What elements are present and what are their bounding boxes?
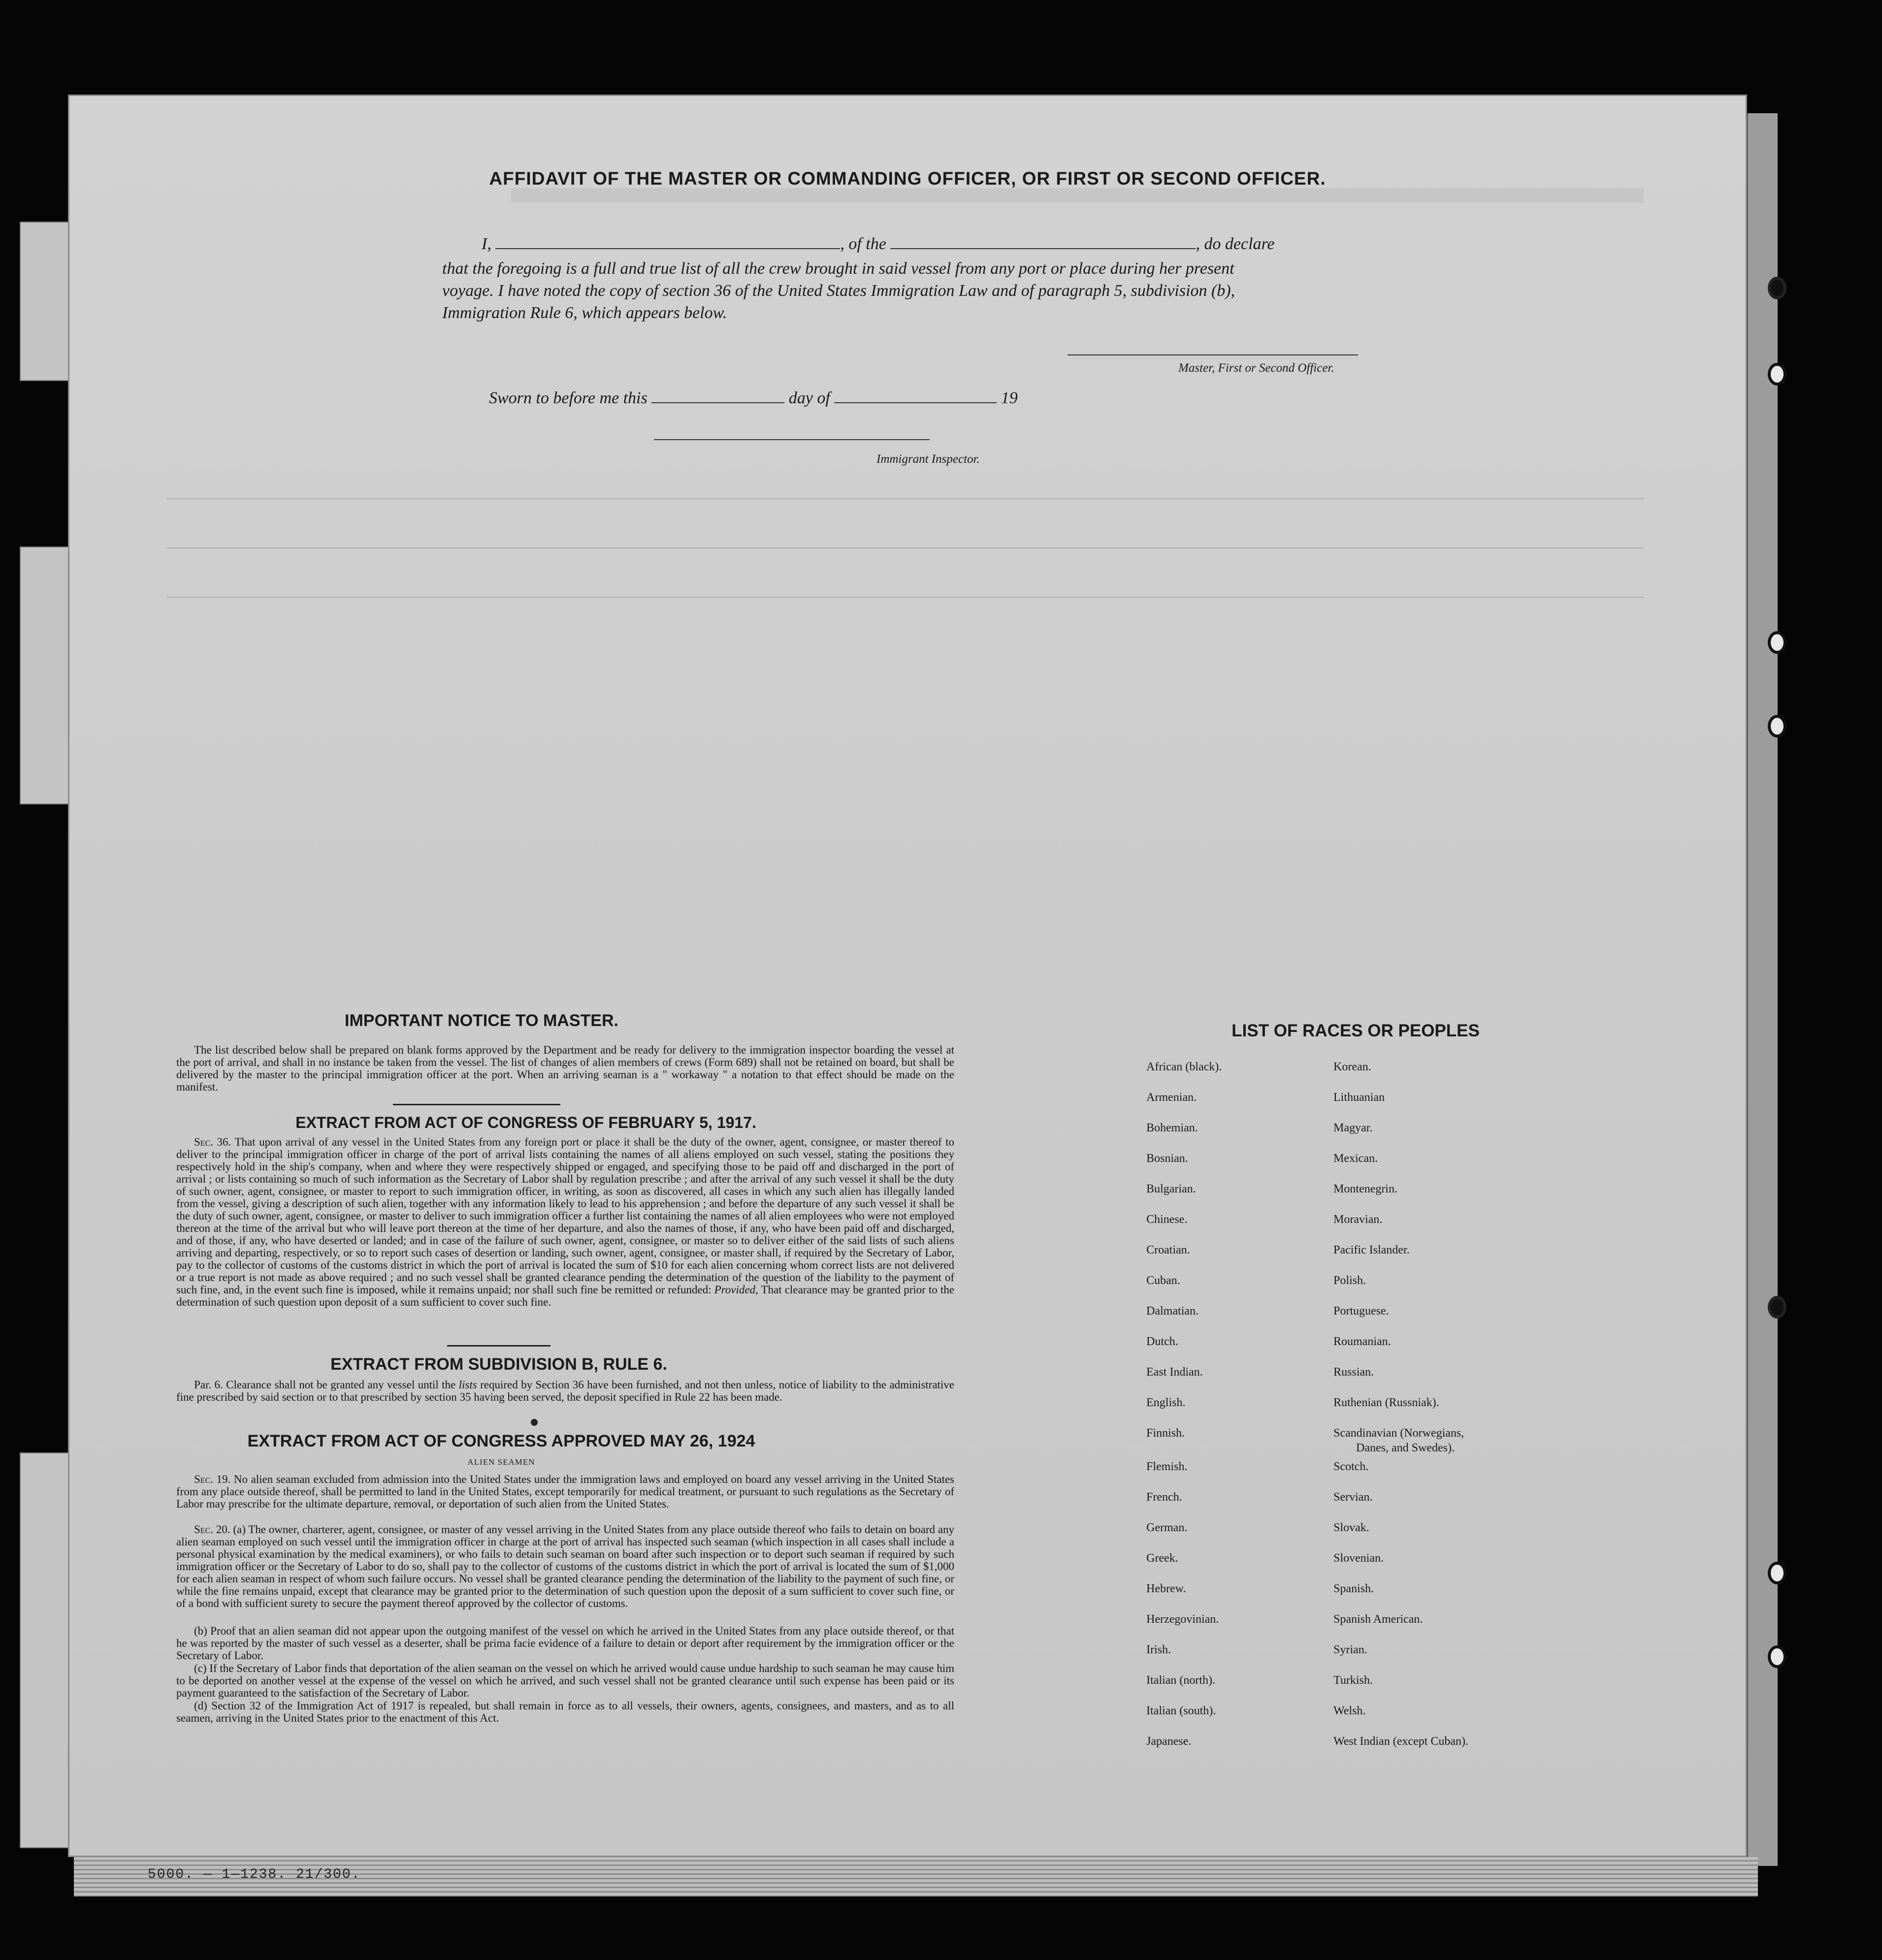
race-right: Danes, and Swedes). (1356, 1442, 1455, 1454)
race-right: Mexican. (1333, 1152, 1378, 1165)
affidavit-declaration-line (482, 235, 1275, 254)
extract-1924-title: EXTRACT FROM ACT OF CONGRESS APPROVED MAY 26, 1924 (247, 1432, 755, 1450)
race-right: Roumanian. (1333, 1335, 1391, 1348)
bleed-through (166, 597, 1644, 598)
notice-text: The list described below shall be prepared on blank forms approved by the Department and be ready for delivery to the immigration inspector boarding the vessel at the port of arrival, and shall in no instance be taken from the vessel. The list of changes of alien members of crews (Form 689) shall not be retained on board, but shall be delivered by the master to the principal immigration officer at the port. When an arriving seaman is a " workaway " a notation to that effect should be made on the manifest. (176, 1044, 954, 1093)
race-right: Russian. (1333, 1366, 1374, 1379)
bleed-through (166, 498, 1644, 499)
race-right: Polish. (1333, 1274, 1366, 1287)
section-divider (447, 1345, 551, 1347)
punch-hole (1768, 277, 1786, 299)
extract-rule6-title: EXTRACT FROM SUBDIVISION B, RULE 6. (330, 1355, 667, 1374)
race-left: Flemish. (1146, 1460, 1188, 1473)
sec-20b-paragraph: (b) Proof that an alien seaman did not appear upon the outgoing manifest of the vessel on which he arrived in the United States from any place outside thereof, or that he was reported by the master of such vessel as a deserter, shall be prima facie evidence of a failure to detain or deport after requirement by the immigration officer or the Secretary of Labor. (176, 1625, 954, 1662)
vessel-name-blank[interactable] (890, 248, 1196, 249)
declare-i: I, (482, 235, 491, 253)
race-right: Spanish American. (1333, 1613, 1423, 1626)
race-left: Chinese. (1146, 1213, 1188, 1226)
binding-tab (20, 222, 71, 381)
sec-20a-text: (a) The owner, charterer, agent, consignee, or master of any vessel arriving in the United States from any place outside thereof who fails to detain on board any alien seaman employed on such vessel until the immigration officer in charge at the port of arrival has inspected such seaman (which inspection in all cases shall include a personal physical examination by the medical examiners), or who fails to detain such seaman on board after such inspection or to deport such seaman if required by such immigration officer or the Secretary of Labor to do so, shall pay to the collector of customs of the customs district in which the port of arrival is located the sum of $1,000 for each alien seaman in respect of whom such failure occurs. No vessel shall be granted clearance pending the determination of the liability to the payment of such fine, or while the fine remains unpaid, except that clearance may be granted prior to the determination of such question upon the deposit of a sum sufficient to cover such fine, or of a bond with sufficient surety to secure the payment thereof approved by the collector of customs. (176, 1523, 954, 1609)
race-left: Armenian. (1146, 1091, 1197, 1104)
race-right: Welsh. (1333, 1704, 1366, 1717)
race-left: Finnish. (1146, 1427, 1185, 1440)
race-left: Bohemian. (1146, 1122, 1198, 1134)
race-right: Lithuanian (1333, 1091, 1385, 1104)
race-left: Hebrew. (1146, 1582, 1186, 1595)
race-left: Dalmatian. (1146, 1305, 1199, 1317)
sec-19-label: Sec. 19. (194, 1473, 231, 1485)
notice-title: IMPORTANT NOTICE TO MASTER. (345, 1011, 618, 1030)
race-left: East Indian. (1146, 1366, 1203, 1379)
race-right: Magyar. (1333, 1122, 1373, 1134)
provided-word: Provided, (714, 1284, 758, 1296)
punch-hole (1768, 363, 1786, 386)
rule6-lists-word: lists (458, 1379, 477, 1391)
race-right: Portuguese. (1333, 1305, 1389, 1317)
inspector-signature-line[interactable] (654, 439, 930, 440)
extract-rule6-text (176, 1379, 954, 1403)
race-left: French. (1146, 1491, 1182, 1504)
sworn-month-blank[interactable] (834, 402, 997, 403)
race-left: Italian (north). (1146, 1674, 1215, 1687)
extract-1924-subtitle: ALIEN SEAMEN (467, 1457, 535, 1467)
sworn-text: Sworn to before me this (489, 389, 648, 407)
document-page (68, 95, 1747, 1857)
punch-hole (1768, 1562, 1786, 1584)
sworn-year: 19 (1001, 389, 1018, 407)
declare-do-declare: , do declare (1196, 235, 1275, 253)
race-left: Dutch. (1146, 1335, 1178, 1348)
race-right: Moravian. (1333, 1213, 1383, 1226)
race-right: West Indian (except Cuban). (1333, 1735, 1468, 1748)
rule6-text-b: required by Section 36 have been furnished, and not then unless, notice of liability to the administrative fine prescribed by said section or to that prescribed by section 35 having been served, the deposit specified in Rule 22 has been made. (176, 1379, 955, 1403)
race-left: English. (1146, 1396, 1186, 1409)
bleed-through (511, 188, 1644, 203)
extract-1917-title: EXTRACT FROM ACT OF CONGRESS OF FEBRUARY 5, 1917. (295, 1114, 756, 1131)
race-left: German. (1146, 1521, 1188, 1534)
print-code: 5000. — 1—1238. 21/300. (148, 1867, 361, 1882)
race-left: Italian (south). (1146, 1704, 1216, 1717)
binding-tab (20, 546, 71, 804)
affidavit-title: AFFIDAVIT OF THE MASTER OR COMMANDING OFFICER, OR FIRST OR SECOND OFFICER. (489, 168, 1326, 189)
rule6-text-a: Par. 6. Clearance shall not be granted any vessel until the (194, 1379, 456, 1391)
inspector-caption: Immigrant Inspector. (876, 452, 980, 466)
race-right: Turkish. (1333, 1674, 1373, 1687)
race-right: Servian. (1333, 1491, 1373, 1504)
race-left: Bulgarian. (1146, 1183, 1196, 1195)
race-right: Spanish. (1333, 1582, 1374, 1595)
race-left: African (black). (1146, 1060, 1222, 1073)
race-right: Syrian. (1333, 1643, 1367, 1656)
punch-hole (1768, 715, 1786, 738)
race-right: Pacific Islander. (1333, 1244, 1410, 1256)
section-divider (393, 1104, 560, 1105)
sec-20d-paragraph: (d) Section 32 of the Immigration Act of 1917 is repealed, but shall remain in force as to all vessels, their owners, agents, consignees, and masters, and as to all seamen, arriving in the United States prior to the enactment of this Act. (176, 1700, 954, 1724)
sworn-day-blank[interactable] (651, 402, 784, 403)
officer-name-blank[interactable] (495, 248, 840, 249)
declare-of-the: , of the (840, 235, 886, 253)
sec-19-paragraph (176, 1473, 954, 1510)
sec-19-text: No alien seaman excluded from admission into the United States under the immigration laws and employed on board any vessel arriving in the United States from any place outside thereof, shall be permitted to land in the United States, except temporarily for medical treatment, or pursuant to such regulations as the Secretary of Labor may prescribe for the ultimate departure, removal, or deportation of such alien from the United States. (176, 1473, 955, 1510)
sec-36-label: Sec. 36. (194, 1136, 231, 1148)
race-right: Scotch. (1333, 1460, 1369, 1473)
binding-tab (20, 1452, 71, 1848)
punch-hole (1768, 631, 1786, 654)
race-right: Montenegrin. (1333, 1183, 1397, 1195)
affidavit-line-4: Immigration Rule 6, which appears below. (442, 304, 727, 322)
sec-20c-paragraph: (c) If the Secretary of Labor finds that deportation of the alien seaman on the vessel on which he arrived would cause undue hardship to such seaman he may cause him to be deported on another vessel at the expense of the vessel on which he arrived, and such vessel shall not be granted clearance until such expense has been paid or its payment guaranteed to the satisfaction of the Secretary of Labor. (176, 1662, 954, 1699)
sec-20a-paragraph (176, 1523, 954, 1609)
master-signature-line[interactable] (1068, 354, 1358, 355)
sworn-day-of: day of (788, 389, 830, 407)
punch-hole (1768, 1645, 1786, 1668)
race-right: Slovak. (1333, 1521, 1369, 1534)
race-left: Irish. (1146, 1643, 1171, 1656)
sec-36-text-end: That clearance may be granted prior to the determination of such question upon deposit of a sum sufficient to cover such fine. (176, 1284, 954, 1308)
affidavit-line-2: that the foregoing is a full and true list of all the crew brought in said vessel from any port or place during her present (442, 259, 1234, 278)
master-caption: Master, First or Second Officer. (1178, 361, 1334, 375)
races-title: LIST OF RACES OR PEOPLES (1232, 1021, 1480, 1040)
race-right: Scandinavian (Norwegians, (1333, 1427, 1464, 1440)
sec-36-text: That upon arrival of any vessel in the United States from any foreign port or place it shall be the duty of the owner, agent, consignee, or master thereof to deliver to the principal immigration officer in charge of the port of arrival lists containing the names of all aliens employed on such vessel, stating the positions they respectively hold in the ship's company, when and where they were respectively shipped or engaged, and specifying those to be paid off and discharged in the port of arrival ; or lists containing so much of such information as the Secretary of Labor shall by regulation prescribe ; and after the arrival of any such vessel it shall be the duty of such owner, agent, consignee, or master to report to such immigration officer, in writing, as soon as discovered, all cases in which any such alien has illegally landed from the vessel, giving a description of such alien, together with any information likely to lead to his apprehension ; and before the departure of any such vessel it shall be the duty of such owner, agent, consignee, or master to deliver to such immigration officer a further list containing the names of all alien employees who were not employed thereon at the time of the arrival but who will leave port thereon at the time of her departure, and also the names of those, if any, who have been paid off and discharged, and of those, if any, who have deserted or landed; and in case of the failure of such owner, agent, consignee, or master so to deliver either of the said lists of such aliens arriving and departing, respectively, or so to report such cases of desertion or landing, such owner, agent, consignee, or master shall, if required by the Secretary of Labor, pay to the collector of customs of the customs district in which the port of arrival is located the sum of $10 for each alien concerning whom correct lists are not delivered or a true report is not made as above required ; and no such vessel shall be granted clearance pending the determination of the question of the liability to the payment of such fine, and, in the event such fine is imposed, while it remains unpaid; nor shall such fine be remitted or refunded: (176, 1136, 954, 1296)
affidavit-line-3: voyage. I have noted the copy of section 36 of the United States Immigration Law and of paragraph 5, subdivision (b), (442, 282, 1235, 300)
race-left: Croatian. (1146, 1244, 1190, 1256)
extract-1917-text (176, 1136, 954, 1308)
sec-20-label: Sec. 20. (194, 1523, 230, 1536)
race-left: Japanese. (1146, 1735, 1192, 1748)
race-right: Ruthenian (Russniak). (1333, 1396, 1439, 1409)
bleed-through (166, 547, 1644, 548)
punch-hole (1768, 1296, 1786, 1318)
race-right: Slovenian. (1333, 1552, 1384, 1565)
race-left: Cuban. (1146, 1274, 1180, 1287)
race-right: Korean. (1333, 1060, 1371, 1073)
race-left: Bosnian. (1146, 1152, 1188, 1165)
race-left: Herzegovinian. (1146, 1613, 1219, 1626)
sworn-line (489, 389, 1018, 408)
race-left: Greek. (1146, 1552, 1178, 1565)
ornament-dot (531, 1419, 538, 1426)
